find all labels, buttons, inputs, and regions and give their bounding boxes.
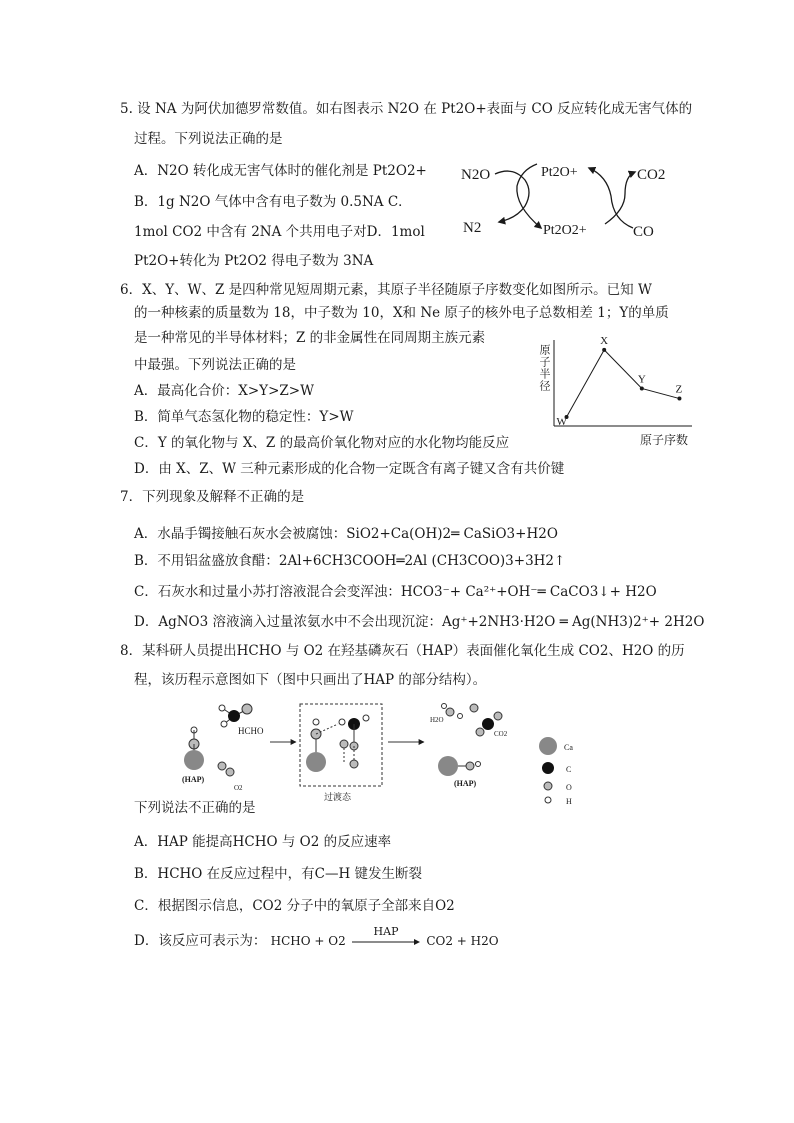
q5-n2o-label: N2O (461, 167, 491, 183)
q6-point-label-w: W (556, 416, 567, 429)
q6-atomic-radius-chart (532, 336, 702, 448)
q8-hcho-label: HCHO (238, 726, 264, 736)
q8-reaction-mechanism-diagram (178, 698, 588, 810)
q8-catalyst-arrow (350, 924, 422, 946)
q8-hap-ca-atom (184, 750, 204, 770)
q8-option-a: A．HAP 能提高HCHO 与 O2 的反应速率 (134, 834, 392, 850)
q5-option-a: A．N2O 转化成无害气体时的催化剂是 Pt2O2+ (134, 163, 427, 179)
q8-prompt: 下列说法不正确的是 (134, 800, 256, 816)
q8-option-d-prefix: D．该反应可表示为： (134, 933, 267, 949)
q6-point-z (677, 397, 681, 401)
q8-equation-right: CO2 + H2O (426, 934, 499, 948)
q8-legend-c: C (566, 765, 572, 774)
q5-pt2o2-label: Pt2O2+ (543, 223, 587, 238)
q8-hap-label-left: (HAP) (182, 775, 205, 784)
q8-o2-label: O2 (234, 784, 243, 792)
q6-stem-line3: 是一种常见的半导体材料；Z 的非金属性在同周期主族元素 (134, 330, 486, 346)
q6-point-label-x: X (600, 336, 609, 347)
q8-option-b: B．HCHO 在反应过程中，有C—H 键发生断裂 (134, 866, 423, 882)
q5-right-arrow-co2 (605, 172, 635, 224)
q6-point-y (640, 386, 644, 390)
q7-option-d: D．AgNO3 溶液滴入过量浓氨水中不会出现沉淀：Ag⁺+2NH3·H2O ═ Ag(NH3)2⁺+ 2H2O (134, 614, 705, 630)
q8-equation-left: HCHO + O2 (270, 934, 346, 948)
q5-stem-line2: 过程。下列说法正确的是 (134, 131, 283, 147)
q5-pt2o-label: Pt2O+ (541, 165, 578, 180)
q6-x-label: 原子序数 (640, 433, 689, 447)
q8-option-d (134, 924, 499, 949)
q6-point-label-z: Z (675, 383, 683, 396)
q6-point-x (602, 348, 606, 352)
q8-hap-label-right: (HAP) (454, 779, 477, 788)
q7-option-a: A．水晶手镯接触石灰水会被腐蚀：SiO2+Ca(OH)2═ CaSiO3+H2O (134, 526, 558, 542)
q6-series-line (567, 350, 683, 417)
q6-option-c: C．Y 的氧化物与 X、Z 的最高价氧化物对应的水化物均能反应 (134, 435, 510, 451)
q8-hcho-carbon-atom (228, 710, 240, 722)
q7-stem: 7．下列现象及解释不正确的是 (120, 489, 305, 505)
q5-option-d: Pt2O+转化为 Pt2O2 得电子数为 3NA (134, 253, 374, 269)
q6-option-b: B．简单气态氢化物的稳定性：Y>W (134, 409, 354, 425)
q8-transition-label: 过渡态 (324, 792, 352, 802)
q8-legend-o: O (566, 783, 572, 792)
q5-option-c: 1mol CO2 中含有 2NA 个共用电子对D．1mol (134, 224, 425, 240)
q5-co2-label: CO2 (637, 167, 666, 183)
q6-y-label: 原子半径 (538, 344, 550, 392)
q6-option-a: A．最高化合价：X>Y>Z>W (134, 383, 314, 399)
q8-option-c: C．根据图示信息，CO2 分子中的氧原子全部来自O2 (134, 898, 455, 914)
q6-option-d: D．由 X、Z、W 三种元素形成的化合物一定既含有离子键又含有共价键 (134, 461, 565, 477)
q5-n2-label: N2 (463, 220, 482, 236)
q5-stem-line1: 5. 设 NA 为阿伏加德罗常数值。如右图表示 N2O 在 Pt2O+表面与 CO 反应转化成无害气体的 (120, 101, 693, 117)
q5-catalytic-cycle-diagram (455, 150, 685, 250)
q6-stem-line2: 的一种核素的质量数为 18，中子数为 10，X和 Ne 原子的核外电子总数相差 1；Y的单质 (134, 305, 669, 321)
q8-catalyst-label: HAP (373, 924, 399, 938)
q7-option-b: B．不用铝盆盛放食醋：2Al+6CH3COOH═2Al (CH3COO)3+3H2↑ (134, 553, 566, 569)
q6-stem-line4: 中最强。下列说法正确的是 (134, 357, 296, 373)
q8-stem-line1: 8．某科研人员提出HCHO 与 O2 在羟基磷灰石（HAP）表面催化氧化生成 CO2、H2O 的历 (120, 643, 685, 659)
q5-left-arrow-n2o (495, 171, 529, 222)
q7-option-c: C．石灰水和过量小苏打溶液混合会变浑浊：HCO3⁻+ Ca²⁺+OH⁻═ CaCO3↓+ H2O (134, 584, 657, 600)
q6-point-label-y: Y (637, 373, 646, 386)
q8-h2o-label: H2O (430, 716, 444, 724)
q5-option-b: B．1g N2O 气体中含有电子数为 0.5NA C． (134, 194, 412, 210)
q8-co2-label: CO2 (494, 730, 508, 738)
q8-legend-h: H (566, 797, 572, 806)
q5-co-label: CO (633, 224, 654, 240)
q8-legend-ca: Ca (564, 743, 573, 752)
q8-stem-line2: 程，该历程示意图如下（图中只画出了HAP 的部分结构）。 (134, 672, 487, 688)
q6-stem-line1: 6．X、Y、W、Z 是四种常见短周期元素，其原子半径随原子序数变化如图所示。已知 W (120, 282, 652, 298)
